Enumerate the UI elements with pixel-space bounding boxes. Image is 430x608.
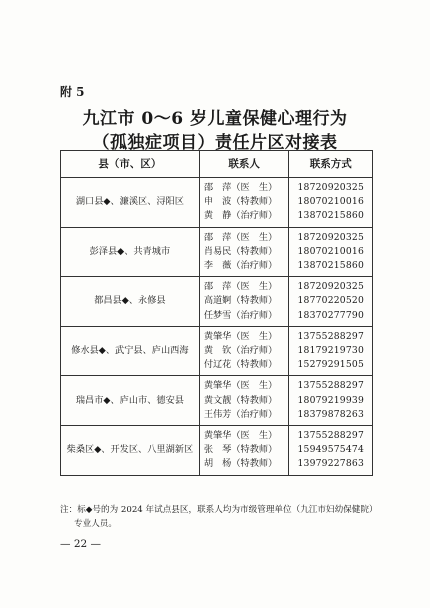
contact-person: 黄肇华（医 生）	[203, 380, 278, 392]
contact-person: 邵 萍（医 生）	[203, 231, 278, 243]
contact-cell	[199, 277, 289, 327]
phone-number: 13755288297	[297, 330, 364, 342]
appendix-label: 附 5	[60, 85, 85, 99]
contact-person: 黄肇华（医 生）	[203, 430, 278, 442]
contact-person: 黄肇华（医 生）	[203, 330, 278, 342]
phone-number: 13755288297	[297, 380, 364, 392]
phone-number: 15949575474	[297, 444, 364, 456]
title-line-2: （孤独症项目）责任片区对接表	[92, 133, 338, 153]
contact-person: 张 琴（特教师）	[203, 444, 278, 456]
contact-cell	[199, 326, 289, 376]
contact-person: 邵 萍（医 生）	[203, 182, 278, 193]
page-number: — 22 —	[60, 538, 102, 550]
phone-number: 18770220520	[297, 295, 364, 307]
phone-number: 13979227863	[297, 458, 364, 470]
table-header-row	[61, 151, 373, 178]
footnote	[60, 503, 380, 531]
county-cell: 修水县◆、武宁县、庐山西海	[61, 326, 200, 376]
footnote-line-2: 专业人员。	[74, 519, 117, 529]
county-cell: 瑞昌市◆、庐山市、德安县	[61, 376, 200, 426]
phone-number: 13870215860	[297, 260, 364, 272]
phone-number: 18179219730	[297, 345, 364, 357]
contact-person: 王伟芳（治疗师）	[203, 408, 278, 420]
contact-person: 申 波（特教师）	[203, 196, 278, 208]
phone-number: 18070210016	[297, 196, 364, 208]
phone-number: 18379878263	[297, 408, 364, 420]
phone-cell	[289, 376, 373, 426]
title-line-1: 九江市 0～6 岁儿童保健心理行为	[82, 109, 348, 129]
header-contact: 联系人	[199, 151, 289, 178]
contact-person: 高道婀（特教师）	[203, 295, 278, 307]
phone-number: 18720920325	[297, 281, 364, 293]
footnote-line-1: 注：标◆号的为 2024 年试点县区，联系人均为市级管理单位（九江市妇幼保健院）	[60, 505, 378, 515]
phone-number: 18079219939	[297, 394, 364, 406]
contact-person: 任梦雪（治疗师）	[203, 309, 278, 321]
county-cell: 柴桑区◆、开发区、八里湖新区	[61, 426, 200, 476]
contact-person: 付辽花（特教师）	[203, 359, 278, 371]
phone-number: 18370277790	[297, 309, 364, 321]
contact-person: 李 薇（治疗师）	[203, 260, 278, 272]
contact-cell	[199, 426, 289, 476]
phone-cell	[289, 326, 373, 376]
phone-cell	[289, 227, 373, 277]
table-row	[61, 178, 373, 228]
county-cell: 都昌县◆、永修县	[61, 277, 200, 327]
table-row	[61, 426, 373, 476]
contact-cell	[199, 178, 289, 228]
header-phone: 联系方式	[289, 151, 373, 178]
table-row	[61, 376, 373, 426]
phone-number: 13870215860	[297, 210, 364, 222]
contact-person: 肖易民（特教师）	[203, 245, 278, 257]
contact-person: 黄 静（治疗师）	[203, 210, 278, 222]
phone-number: 18070210016	[297, 245, 364, 257]
contact-person: 胡 杨（特教师）	[203, 458, 278, 470]
table-row	[61, 326, 373, 376]
table-row	[61, 227, 373, 277]
county-cell: 湖口县◆、濂溪区、浔阳区	[61, 178, 200, 228]
contact-cell	[199, 227, 289, 277]
contact-cell	[199, 376, 289, 426]
table-body	[61, 178, 373, 476]
phone-cell	[289, 277, 373, 327]
contact-person: 黄 钦（治疗师）	[203, 345, 278, 357]
header-county: 县（市、区）	[61, 151, 200, 178]
phone-number: 18720920325	[297, 182, 364, 193]
table-row	[61, 277, 373, 327]
contact-table	[60, 150, 373, 476]
phone-cell	[289, 426, 373, 476]
county-cell: 彭泽县◆、共青城市	[61, 227, 200, 277]
contact-person: 邵 萍（医 生）	[203, 281, 278, 293]
contact-person: 黄文靓（特教师）	[203, 394, 278, 406]
phone-cell	[289, 178, 373, 228]
phone-number: 13755288297	[297, 430, 364, 442]
phone-number: 18720920325	[297, 231, 364, 243]
phone-number: 15279291505	[297, 359, 364, 371]
